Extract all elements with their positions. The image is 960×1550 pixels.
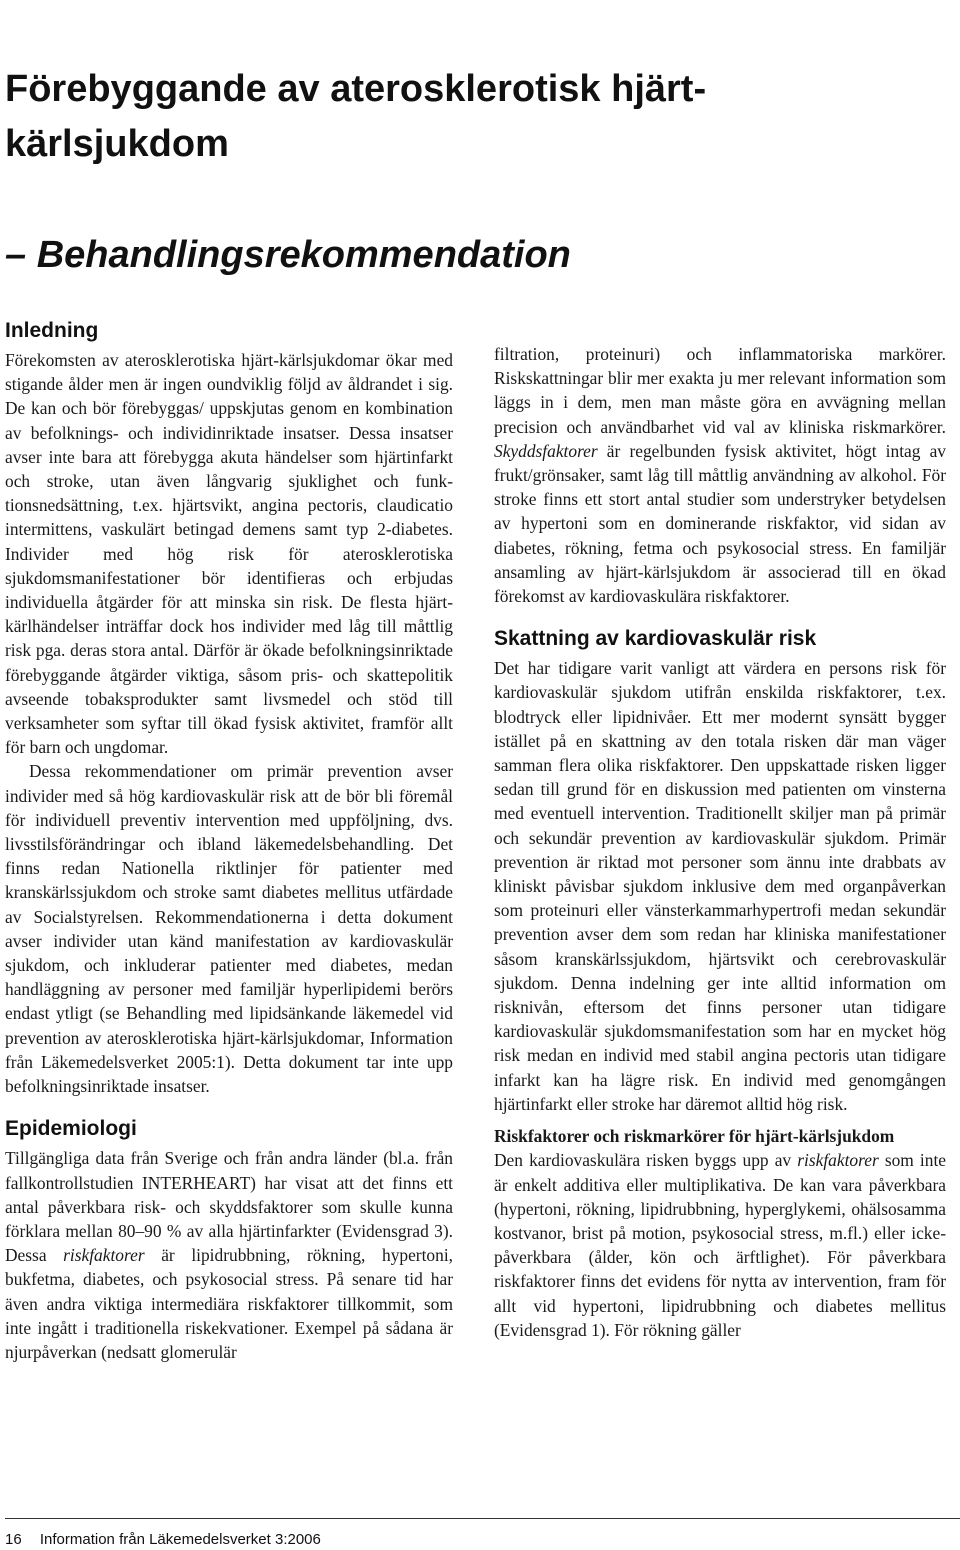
paragraph-epidemiologi-part-1: Tillgängliga data från Sverige och från andra länder (bl.a. från fallkontrollstudien INTERHEART) har visat att det finns ett antal påverkbara risk- och skyddsfaktorer som skulle kunna förklara mellan 80–90 % av alla hjärtinfarkter (Evidensgrad 3). Dessa [5, 1148, 453, 1266]
paragraph-continued [494, 342, 946, 608]
paragraph-epidemiologi [5, 1146, 453, 1364]
page-title: Förebyggande av aterosklerotisk hjärt-kärlsjukdom [5, 68, 707, 165]
right-column [494, 342, 946, 1342]
paragraph-skattning: Det har tidigare varit vanligt att värdera en persons risk för kardiovaskulär sjukdom utifrån enskilda riskfaktorer, t.ex. blodtryck eller lipidnivåer. Ett mer modernt synsätt bygger istället på en skattning av den totala risken där man väger samman flera olika riskfaktorer. Den uppskattade risken ligger sedan till grund för en diskussion med patienten om vinsterna med eventuell intervention. Traditionellt skiljer man på primär och sekundär prevention av kardiovaskulär sjukdom. Primär prevention är riktad mot personer som ännu inte drabbats av kliniskt påvisbar sjukdom inklusive dem med organpåverkan som proteinuri eller vänsterkammarhypertrofi medan sekundär prevention avser dem som redan har kliniska manifestationer såsom kranskärlssjukdom, hjärtsvikt och cerebrovaskulär sjukdom. Denna indelning ger inte alltid information om risknivån, eftersom det finns personer utan tidigare kardiovaskulär sjukdomsmanifestation som har en mycket hög risk medan en individ med stabil angina pectoris utan tidigare infarkt kan ha lägre risk. En individ med genomgången hjärtinfarkt eller stroke har däremot alltid hög risk. [494, 658, 946, 1114]
footer-source: Information från Läkemedelsverket 3:2006 [39, 1531, 321, 1548]
paragraph-continued-part-1: filtration, proteinuri) och inflammatoriska markörer. Riskskattningar blir mer exakta ju mer relevant information som läggs in i dem, men man måste göra en avvägning mellan precision och användbarhet vid val av kliniska riskmarkörer. [494, 344, 946, 437]
page-subtitle: – Behandlingsrekommendation [5, 234, 571, 276]
heading-inledning: Inledning [5, 319, 99, 342]
emphasis-skyddsfaktorer: Skyddsfaktorer [494, 440, 598, 461]
footer-rule [5, 1518, 960, 1519]
paragraph-riskfaktorer-part-2: som inte är enkelt additiva eller multiplikativa. De kan vara påverkbara (hypertoni, rökning, lipidrubbning, hyperglykemi, ohälsosamma kostvanor, brist på motion, psykosocial stress, m.fl.) eller icke-påverkbara (ålder, kön och ärftlighet). För påverkbara riskfaktorer finns det evidens för nytta av intervention, fram för allt vid hypertoni, lipidrubbning och diabetes mellitus (Evidensgrad 1). För rökning gäller [494, 1150, 947, 1340]
paragraph-inledning-2: Dessa rekommendationer om primär prevention avser individer med så hög kardiovaskulär risk att de bör bli föremål för individuell preventiv intervention med uppföljning, dvs. livsstilsförändringar och ibland läkemedelsbehandling. Det finns redan Nationella riktlinjer för patienter med kranskärlssjukdom och stroke samt diabetes mellitus utfärdade av Socialstyrelsen. Rekommendationerna i detta dokument avser individer utan känd manifestation av kardiovaskulär sjukdom, och inkluderar patienter med diabetes, medan handläggning av personer med familjär hyperlipidemi berörs endast ytligt (se Behandling med lipidsänkande läkemedel vid prevention av aterosklerotiska hjärt-kärlsjukdomar, Information från Läkemedelsverket 2005:1). Detta dokument tar inte upp befolkningsinriktade insatser. [5, 761, 453, 1097]
paragraph-continued-part-2: är regelbunden fysisk aktivitet, högt intag av frukt/grönsaker, samt låg till måttlig användning av alkohol. För stroke finns ett stort antal studier som understryker betydelsen av hypertoni som en dominerande riskfaktor, vid sidan av diabetes, rökning, fetma och psykosocial stress. En familjär ansamling av hjärt-kärlsjukdom är associerad till en ökad förekomst av kardiovaskulära riskfaktorer. [494, 440, 946, 607]
emphasis-riskfaktorer: riskfaktorer [63, 1245, 145, 1266]
heading-riskfaktorer: Riskfaktorer och riskmarkörer för hjärt-kärlsjukdom [494, 1126, 895, 1147]
page-number: 16 [5, 1531, 22, 1548]
paragraph-riskfaktorer [494, 1148, 946, 1342]
paragraph-riskfaktorer-part-1: Den kardiovaskulära risken byggs upp av [494, 1150, 798, 1171]
paragraph-inledning-1: Förekomsten av aterosklerotiska hjärt-kärlsjukdomar ökar med stigande ålder men är ingen oundviklig följd av åldrandet i sig. De kan och bör förebyggas/ uppskjutas genom en kombination av befolknings- och individinriktade insatser. Dessa insatser avser inte bara att förebygga akuta händelser som hjärtinfarkt och stroke, utan även långvarig sjuklighet och funktionsnedsättning, t.ex. hjärtsvikt, angina pectoris, claudicatio intermittens, vaskulärt betingad demens samt typ 2-diabetes. Individer med hög risk för aterosklerotiska sjukdomsmanifestationer bör identifieras och erbjudas individuella åtgärder för att minska sin risk. De flesta hjärt-kärlhändelser inträffar dock hos individer med låg till måttlig risk pga. deras stora antal. Därför är ökade befolkningsinriktade förebyggande åtgärder viktiga, såsom pris- och skattepolitik avseende tobaksprodukter samt livsmedel och stöd till verksamheter som syftar till ökad fysisk aktivitet, framför allt för barn och ungdomar. [5, 350, 453, 758]
paragraph-epidemiologi-part-2: är lipidrubbning, rökning, hypertoni, bukfetma, diabetes, och psykosocial stress. På senare tid har även andra viktiga intermediära riskfaktorer tillkommit, som inte ingått i traditionella riskekvationer. Exempel på sådana är njurpåverkan (nedsatt glomerulär [5, 1245, 453, 1362]
heading-epidemiologi: Epidemiologi [5, 1117, 137, 1141]
heading-skattning: Skattning av kardiovaskulär risk [494, 627, 817, 651]
emphasis-riskfaktorer-2: riskfaktorer [797, 1150, 879, 1171]
left-column [5, 318, 453, 1364]
page-footer [5, 1530, 321, 1550]
